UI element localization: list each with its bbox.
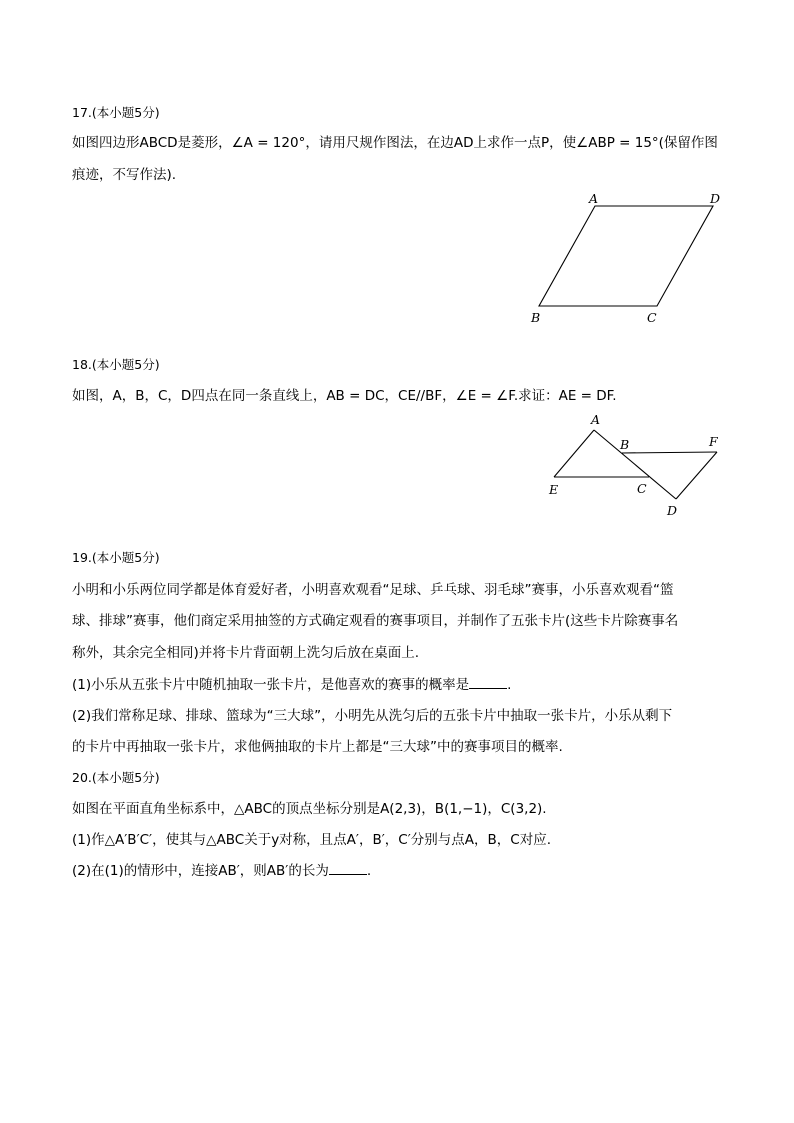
q19-part2-line2: 的卡片中再抽取一张卡片，求他俩抽取的卡片上都是“三大球”中的赛事项目的概率.: [72, 739, 563, 755]
segment-ae: [554, 430, 594, 477]
q20-part1: (1)作△A′B′C′，使其与△ABC关于y对称，且点A′，B′，C′分别与点A，B，C对应.: [72, 832, 552, 848]
answer-blank: [469, 676, 507, 689]
segment-fd: [676, 452, 717, 499]
q19-part1-text: (1)小乐从五张卡片中随机抽取一张卡片，是他喜欢的赛事的概率是: [72, 677, 470, 693]
point-label-b: B: [620, 437, 630, 452]
q19-part1-end: .: [507, 677, 512, 693]
q19-part2-line1: (2)我们常称足球、排球、篮球为“三大球”，小明先从洗匀后的五张卡片中抽取一张卡片，小乐从剩下: [72, 708, 673, 724]
triangles-figure: [540, 410, 730, 522]
q18-heading: 18.(本小题5分): [72, 357, 160, 372]
point-label-c: C: [637, 481, 647, 496]
q19-heading: 19.(本小题5分): [72, 550, 160, 565]
q20-part2: [72, 862, 371, 880]
point-label-a: A: [591, 412, 601, 427]
q20-text-line1: 如图在平面直角坐标系中，△ABC的顶点坐标分别是A(2,3)，B(1,−1)，C(3,2).: [72, 801, 547, 817]
rhombus-abcd: [539, 206, 713, 306]
rhombus-figure: [520, 188, 730, 328]
point-label-d: D: [710, 191, 721, 206]
q19-text-line1: 小明和小乐两位同学都是体育爱好者，小明喜欢观看“足球、乒乓球、羽毛球”赛事，小乐喜欢观看“篮: [72, 582, 674, 598]
q19-part1: [72, 676, 511, 694]
point-label-d: D: [667, 503, 678, 518]
q20-heading: 20.(本小题5分): [72, 770, 160, 785]
q17-text-line2: 痕迹，不写作法).: [72, 167, 177, 183]
answer-blank: [329, 862, 367, 875]
q20-part2-end: .: [366, 863, 372, 879]
point-label-c: C: [647, 310, 657, 325]
point-label-a: A: [589, 191, 599, 206]
q18-text-line1: 如图，A，B，C，D四点在同一条直线上，AB = DC，CE//BF，∠E = ∠F.求证：AE = DF.: [72, 388, 617, 404]
q17-heading: 17.(本小题5分): [72, 105, 160, 120]
line-ad: [594, 430, 676, 499]
q19-text-line2: 球、排球”赛事，他们商定采用抽签的方式确定观看的赛事项目，并制作了五张卡片(这些卡片除赛事名: [72, 613, 679, 629]
point-label-b: B: [531, 310, 541, 325]
q17-text-line1: 如图四边形ABCD是菱形，∠A = 120°，请用尺规作图法，在边AD上求作一点P，使∠ABP = 15°(保留作图: [72, 135, 718, 151]
point-label-e: E: [549, 482, 559, 497]
q19-text-line3: 称外，其余完全相同)并将卡片背面朝上洗匀后放在桌面上.: [72, 645, 420, 661]
segment-bf: [622, 452, 717, 453]
q20-part2-text: (2)在(1)的情形中，连接AB′，则AB′的长为: [72, 863, 329, 879]
point-label-f: F: [709, 434, 718, 449]
